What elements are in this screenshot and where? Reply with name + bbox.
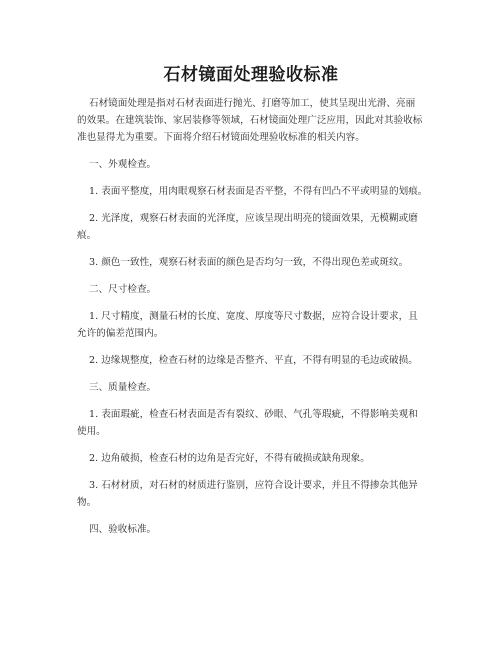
intro-line: 的效果。在建筑装饰、家居装修等领域，石材镜面处理广泛应用，因此对其验收标 xyxy=(77,115,423,126)
list-item: 3. 石材材质，对石材的材质进行鉴别，应符合设计要求，并且不得掺杂其他异 xyxy=(89,480,418,491)
list-item: 3. 颜色一致性，观察石材表面的颜色是否均匀一致，不得出现色差或斑纹。 xyxy=(89,257,409,268)
page-title: 石材镜面处理验收标准 xyxy=(163,65,339,85)
list-item-continuation: 痕。 xyxy=(77,230,97,241)
intro-line: 石材镜面处理是指对石材表面进行抛光、打磨等加工，使其呈现出光滑、亮丽 xyxy=(89,98,416,109)
list-item: 2. 光泽度，观察石材表面的光泽度，应该呈现出明亮的镜面效果，无模糊或磨 xyxy=(89,213,418,224)
list-item: 2. 边缘规整度，检查石材的边缘是否整齐、平直，不得有明显的毛边或破损。 xyxy=(89,355,418,366)
list-item: 1. 尺寸精度，测量石材的长度、宽度、厚度等尺寸数据，应符合设计要求，且 xyxy=(89,311,418,322)
list-item-continuation: 物。 xyxy=(77,497,97,508)
list-item: 1. 表面平整度，用肉眼观察石材表面是否平整，不得有凹凸不平或明显的划痕。 xyxy=(89,186,428,197)
document-body xyxy=(77,95,427,538)
intro-line: 准也显得尤为重要。下面将介绍石材镜面处理验收标准的相关内容。 xyxy=(77,132,365,143)
section-heading: 三、质量检查。 xyxy=(89,382,157,393)
list-item: 1. 表面瑕疵，检查石材表面是否有裂纹、砂眼、气孔等瑕疵，不得影响美观和 xyxy=(89,409,418,420)
section-heading: 一、外观检查。 xyxy=(89,159,157,170)
list-item: 2. 边角破损，检查石材的边角是否完好，不得有破损或缺角现象。 xyxy=(89,453,370,464)
intro-paragraph xyxy=(77,95,427,146)
list-item-continuation: 使用。 xyxy=(77,426,106,437)
section-heading: 四、验收标准。 xyxy=(89,524,157,535)
list-item-continuation: 允许的偏差范围内。 xyxy=(77,328,164,339)
section-heading: 二、尺寸检查。 xyxy=(89,284,157,295)
